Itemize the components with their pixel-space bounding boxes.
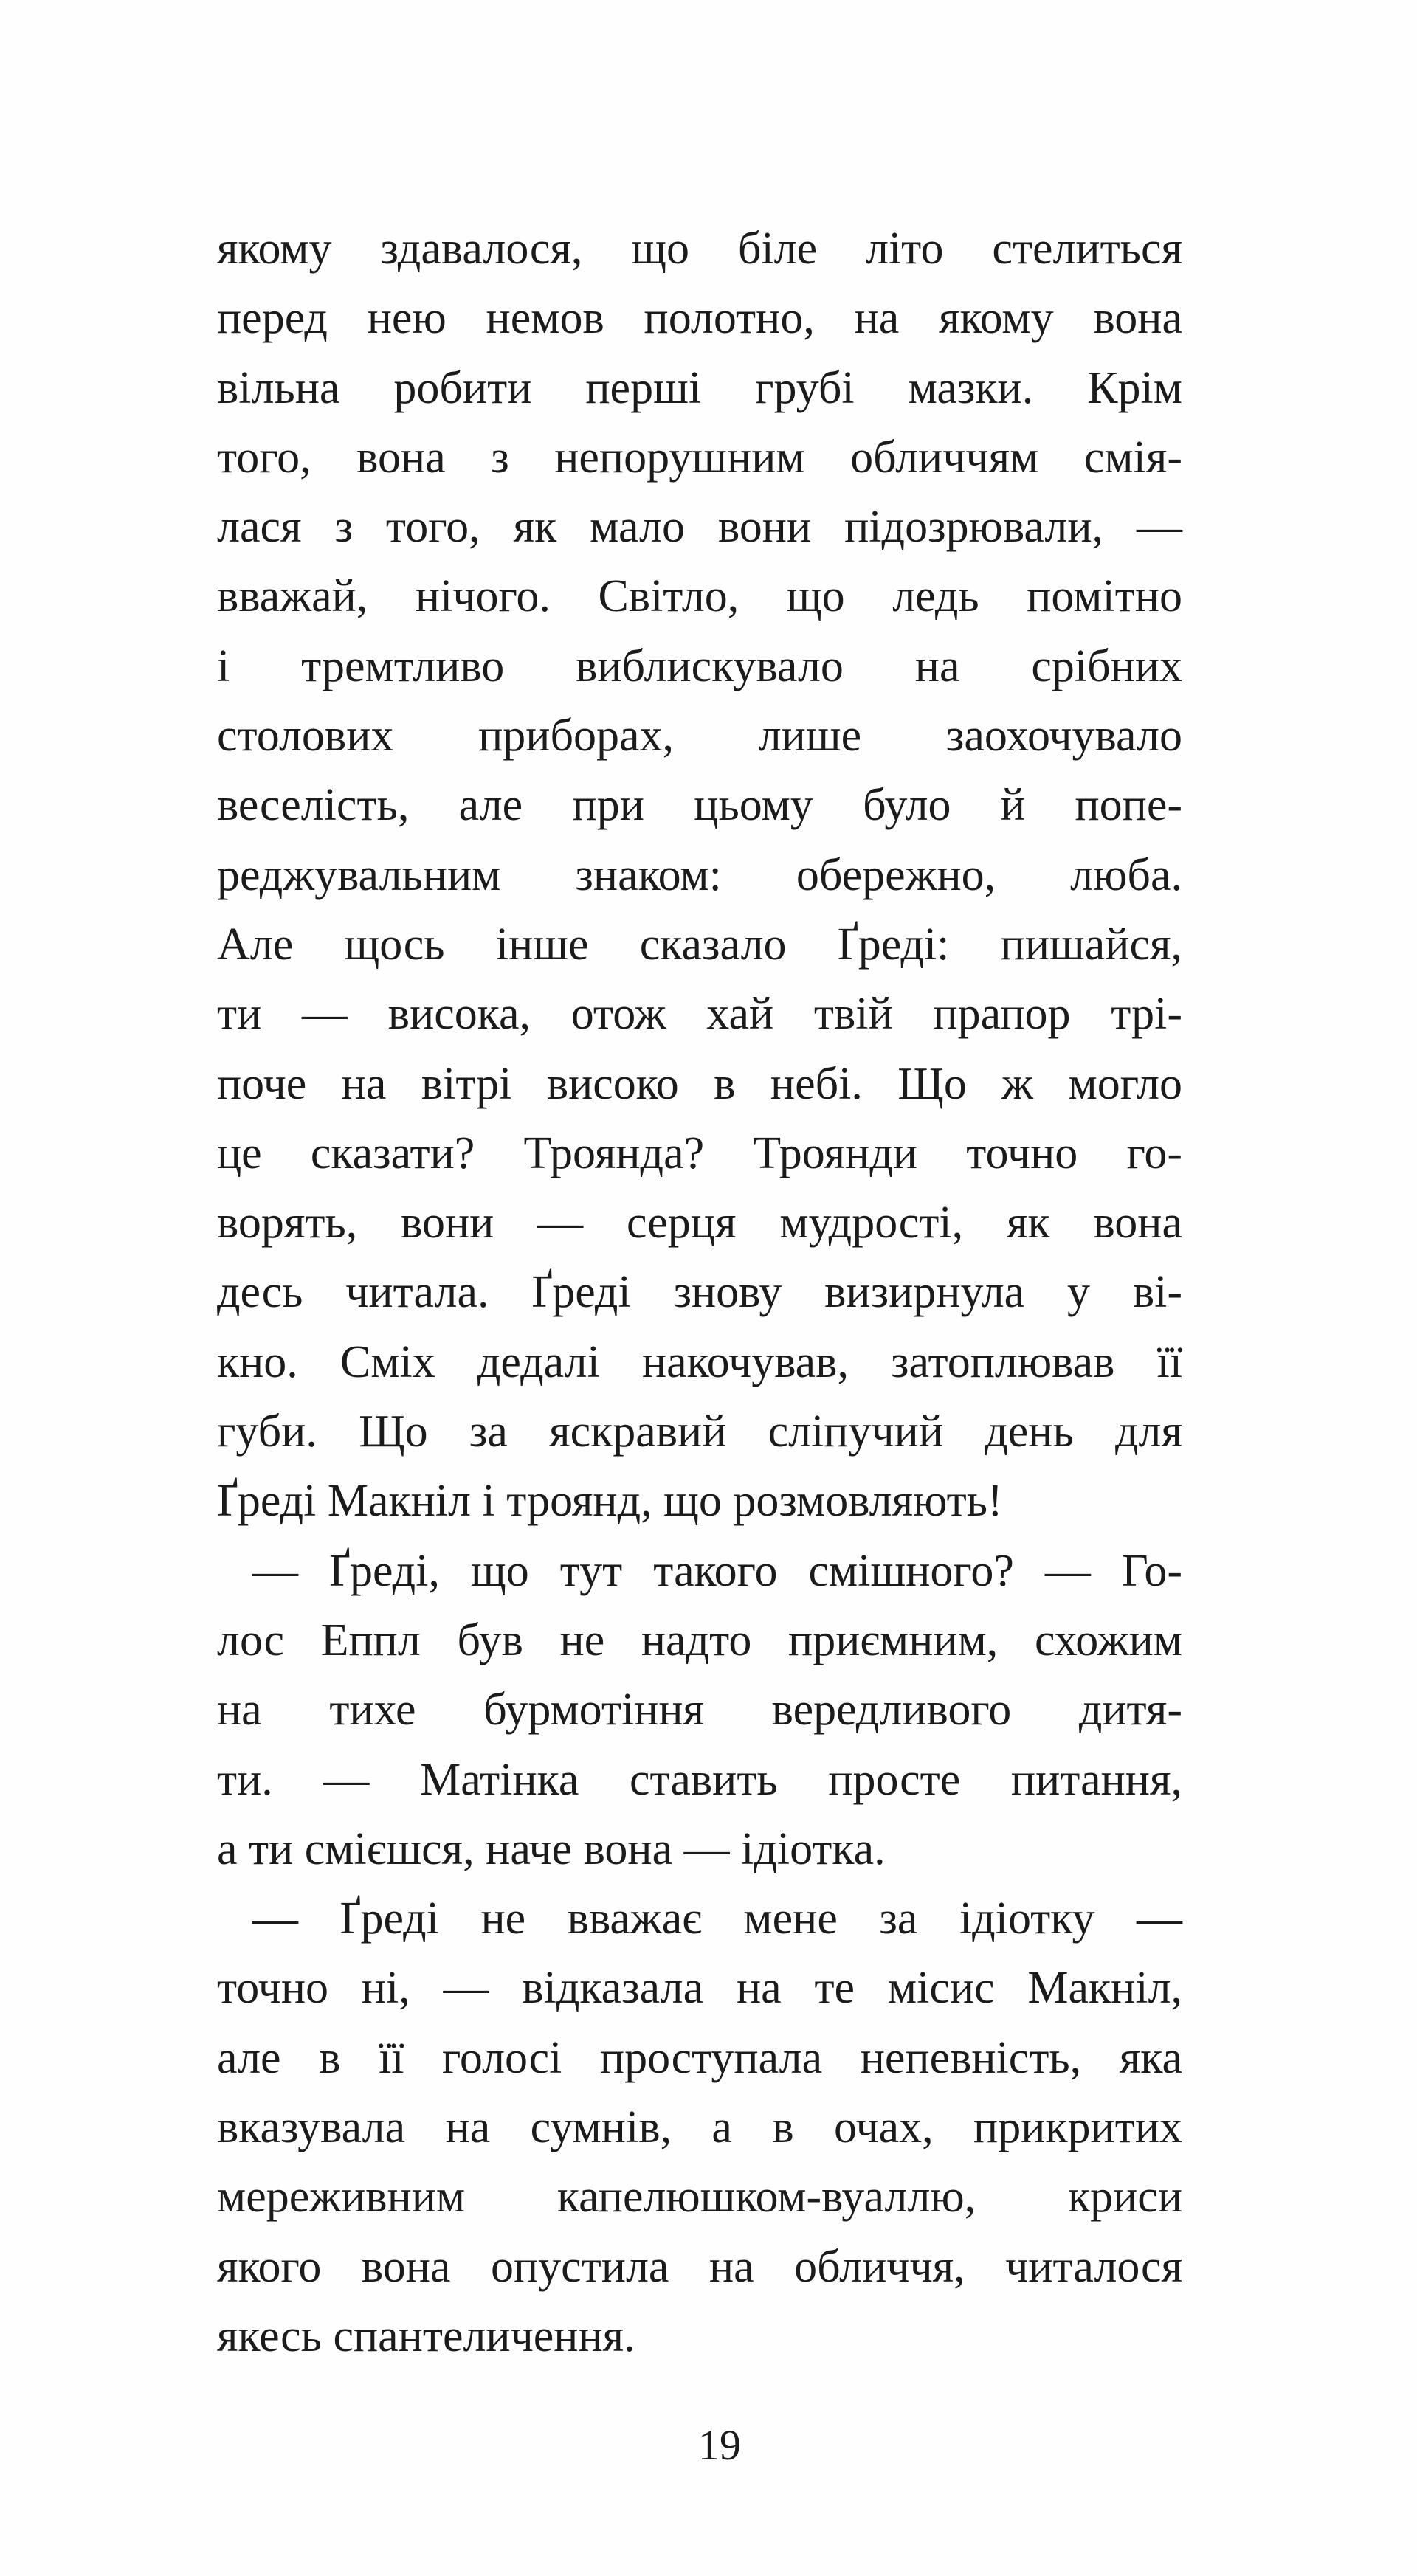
text-line: лася з того, як мало вони підозрювали, —: [217, 502, 1182, 553]
text-line: на тихе бурмотіння вередливого дитя-: [217, 1685, 1182, 1736]
text-line: кно. Сміх дедалі накочував, затоплював її: [217, 1336, 1182, 1387]
text-line: перед нею немов полотно, на якому вона: [217, 293, 1182, 344]
text-line: реджувальним знаком: обережно, люба.: [217, 849, 1182, 900]
text-line: ворять, вони — серця мудрості, як вона: [217, 1198, 1182, 1249]
text-line: Ґреді Макніл і троянд, що розмовляють!: [217, 1476, 1003, 1527]
text-line: — Ґреді не вважає мене за ідіотку —: [252, 1893, 1182, 1944]
text-line: губи. Що за яскравий сліпучий день для: [217, 1406, 1182, 1457]
text-line: Але щось інше сказало Ґреді: пишайся,: [217, 919, 1182, 970]
text-line: ти — висока, отож хай твій прапор трі-: [217, 989, 1182, 1040]
text-line: точно ні, — відказала на те місис Макніл,: [217, 1963, 1182, 2014]
text-line: мереживним капелюшком-вуаллю, криси: [217, 2172, 1182, 2223]
text-line: веселість, але при цьому було й попе-: [217, 780, 1182, 831]
text-line: поче на вітрі високо в небі. Що ж могло: [217, 1058, 1182, 1109]
text-line: а ти смієшся, наче вона — ідіотка.: [217, 1823, 886, 1874]
text-line: вільна робити перші грубі мазки. Крім: [217, 362, 1182, 413]
text-line: якому здавалося, що біле літо стелиться: [217, 224, 1182, 274]
text-line: вказувала на сумнів, а в очах, прикритих: [217, 2102, 1182, 2153]
text-line: лос Еппл був не надто приємним, схожим: [217, 1615, 1182, 1665]
text-line: якого вона опустила на обличчя, читалося: [217, 2241, 1182, 2292]
body-text: [217, 214, 1182, 2371]
text-line: якесь спантеличення.: [217, 2310, 635, 2361]
page-number: 19: [698, 2421, 741, 2469]
text-line: це сказати? Троянда? Троянди точно го-: [217, 1128, 1182, 1178]
text-line: і тремтливо виблискувало на срібних: [217, 640, 1182, 691]
text-line: ти. — Матінка ставить просте питання,: [217, 1754, 1182, 1805]
text-line: столових приборах, лише заохочувало: [217, 711, 1182, 762]
text-line: вважай, нічого. Світло, що ледь помітно: [217, 571, 1182, 622]
text-line: того, вона з непорушним обличчям смія-: [217, 432, 1182, 483]
text-line: десь читала. Ґреді знову визирнула у ві-: [217, 1267, 1182, 1318]
text-line: — Ґреді, що тут такого смішного? — Го-: [252, 1545, 1182, 1596]
text-line: але в її голосі проступала непевність, яка: [217, 2032, 1182, 2083]
